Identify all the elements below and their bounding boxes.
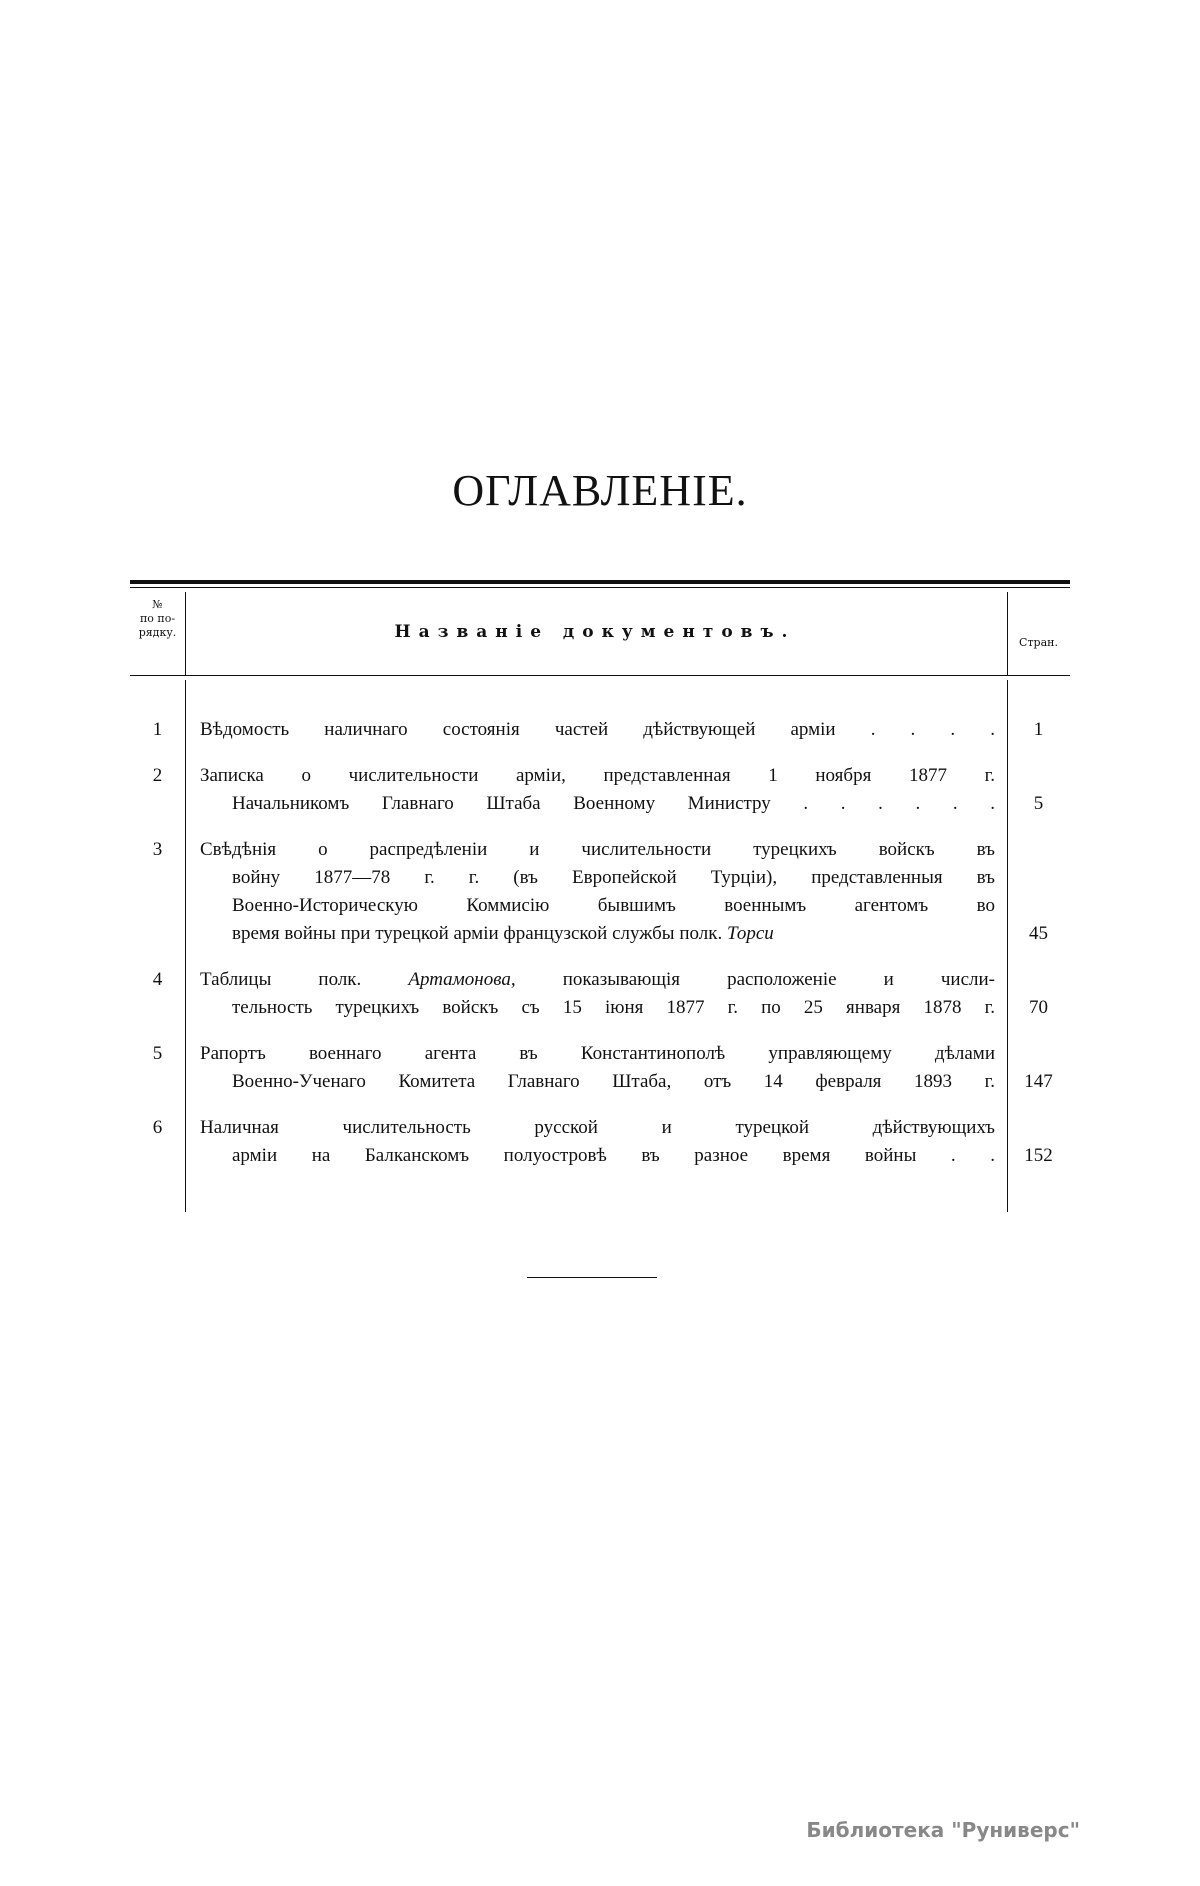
entry-title: Наличная числительность русской и турецкой дѣйствующихъ — [200, 1117, 995, 1138]
entry-title: Рапортъ военнаго агента въ Константинополѣ управляющему дѣлами — [200, 1043, 995, 1064]
entry-title: арміи на Балканскомъ полуостровѣ въ разное время войны . . — [232, 1145, 995, 1166]
header-number-line: по по- — [139, 612, 176, 625]
entry-number: 3 — [152, 839, 163, 860]
table-top-rule-thin — [130, 587, 1070, 588]
entry-page: 70 — [1029, 997, 1048, 1018]
end-rule — [527, 1277, 657, 1278]
entry-number: 1 — [152, 719, 163, 740]
entry-title: Записка о числительности арміи, представленная 1 ноября 1877 г. — [200, 765, 995, 786]
column-divider — [1007, 680, 1008, 1212]
page-title: ОГЛАВЛЕНІЕ. — [452, 466, 748, 515]
entry-title: войну 1877—78 г. г. (въ Европейской Турціи), представленныя въ — [232, 867, 995, 888]
toc-entry — [130, 762, 1070, 818]
entry-title: показывающія расположеніе и числи- — [562, 969, 995, 990]
table-top-rule — [130, 580, 1070, 584]
entry-number: 4 — [152, 969, 163, 990]
entry-number: 2 — [152, 765, 163, 786]
toc-entry — [130, 966, 1070, 1022]
toc-entry — [130, 1114, 1070, 1170]
entry-title: тельность турецкихъ войскъ съ 15 іюня 1877 г. по 25 января 1878 г. — [232, 997, 995, 1018]
header-number-line: рядку. — [138, 626, 177, 639]
entry-page: 5 — [1033, 793, 1044, 814]
entry-author: Торси — [726, 923, 774, 944]
entry-title: Свѣдѣнія о распредѣленіи и числительности турецкихъ войскъ въ — [200, 839, 995, 860]
column-divider — [185, 680, 186, 1212]
entry-title: Вѣдомость наличнаго состоянія частей дѣйствующей арміи . . . . — [200, 719, 995, 740]
column-divider — [1007, 592, 1008, 675]
toc-entry — [130, 836, 1070, 948]
header-number-line: № — [152, 598, 163, 611]
entry-title: Начальникомъ Главнаго Штаба Военному Министру . . . . . . — [232, 793, 995, 814]
entry-title: Таблицы полк. — [200, 969, 362, 990]
header-document-name: Названіе документовъ. — [394, 622, 796, 642]
entry-title: время войны при турецкой арміи французской службы полк. — [232, 923, 723, 944]
toc-body — [130, 680, 1070, 1212]
header-number — [130, 598, 185, 640]
entry-author: Артамонова, — [408, 969, 516, 990]
entry-page: 45 — [1029, 923, 1048, 944]
toc-entry — [130, 1040, 1070, 1096]
entry-number: 5 — [152, 1043, 163, 1064]
watermark: Библиотека "Руниверс" — [806, 1818, 1080, 1842]
entry-page: 147 — [1024, 1071, 1053, 1092]
toc-entry — [130, 716, 1070, 744]
header-rule — [130, 675, 1070, 676]
entry-number: 6 — [152, 1117, 163, 1138]
entry-title: Военно-Ученаго Комитета Главнаго Штаба, отъ 14 февраля 1893 г. — [232, 1071, 995, 1092]
entry-page: 152 — [1024, 1145, 1053, 1166]
header-page: Стран. — [1019, 636, 1058, 649]
entry-title: Военно-Историческую Коммисію бывшимъ военнымъ агентомъ во — [232, 895, 995, 916]
entry-page: 1 — [1033, 719, 1044, 740]
